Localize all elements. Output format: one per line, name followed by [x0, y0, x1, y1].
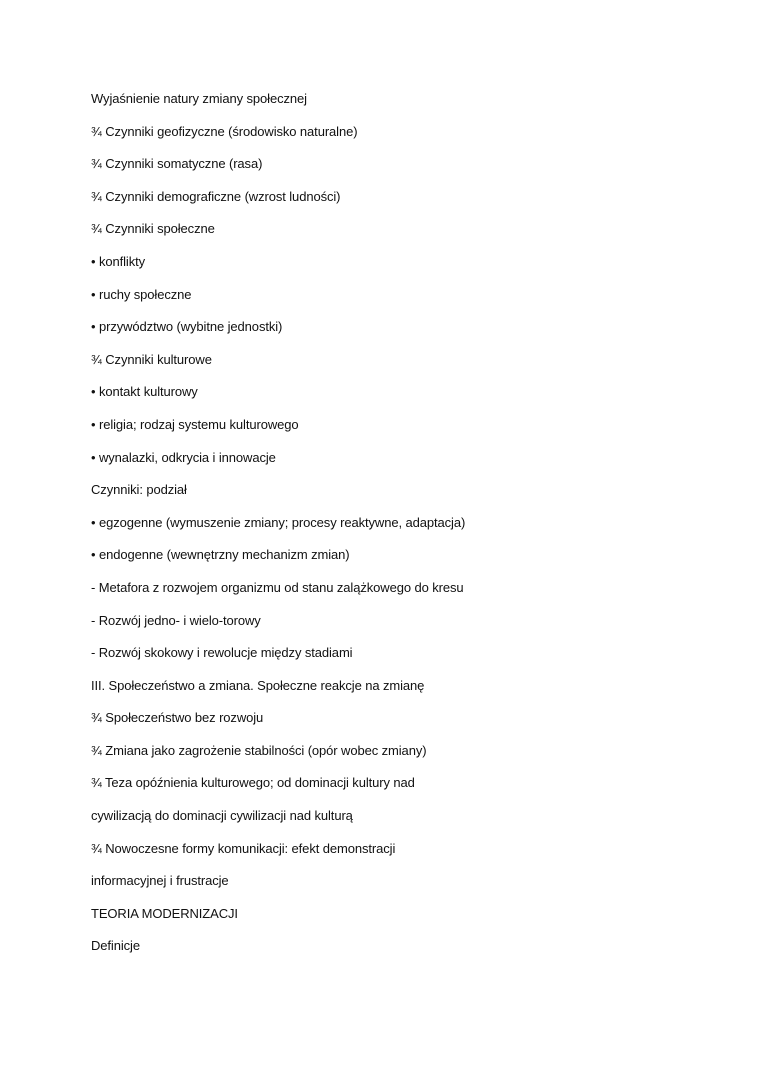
list-item: ¾ Czynniki kulturowe — [91, 351, 212, 367]
bullet-item: • kontakt kulturowy — [91, 384, 198, 400]
list-item: ¾ Zmiana jako zagrożenie stabilności (opór wobec zmiany) — [91, 742, 427, 758]
list-item: ¾ Czynniki geofizyczne (środowisko naturalne) — [91, 123, 358, 139]
bullet-item: • egzogenne (wymuszenie zmiany; procesy reaktywne, adaptacja) — [91, 514, 466, 530]
dash-item: - Metafora z rozwojem organizmu od stanu zalążkowego do kresu — [91, 579, 464, 595]
bullet-item: • konflikty — [91, 253, 146, 269]
list-item: ¾ Nowoczesne formy komunikacji: efekt demonstracji — [91, 840, 396, 856]
heading-explanation: Wyjaśnienie natury zmiany społecznej — [91, 91, 307, 106]
text-lines — [91, 88, 731, 968]
list-item: ¾ Teza opóźnienia kulturowego; od dominacji kultury nad — [91, 775, 415, 791]
section-heading-modernization: TEORIA MODERNIZACJI — [91, 905, 238, 921]
subheading-factors-division: Czynniki: podział — [91, 482, 187, 498]
section-heading-iii: III. Społeczeństwo a zmiana. Społeczne reakcje na zmianę — [91, 677, 425, 693]
bullet-item: • wynalazki, odkrycia i innowacje — [91, 449, 276, 465]
list-item-continuation: informacyjnej i frustracje — [91, 873, 229, 889]
list-item: ¾ Czynniki demograficzne (wzrost ludności) — [91, 188, 341, 204]
list-item: ¾ Czynniki społeczne — [91, 221, 215, 237]
bullet-item: • przywództwo (wybitne jednostki) — [91, 319, 283, 335]
dash-item: - Rozwój skokowy i rewolucje między stadiami — [91, 645, 353, 661]
list-item: ¾ Społeczeństwo bez rozwoju — [91, 710, 264, 726]
list-item: ¾ Czynniki somatyczne (rasa) — [91, 156, 263, 172]
bullet-item: • religia; rodzaj systemu kulturowego — [91, 416, 299, 432]
list-item-continuation: cywilizacją do dominacji cywilizacji nad kulturą — [91, 808, 353, 824]
bullet-item: • endogenne (wewnętrzny mechanizm zmian) — [91, 547, 350, 563]
subheading-definitions: Definicje — [91, 938, 140, 954]
bullet-item: • ruchy społeczne — [91, 286, 192, 302]
dash-item: - Rozwój jedno- i wielo-torowy — [91, 612, 261, 628]
